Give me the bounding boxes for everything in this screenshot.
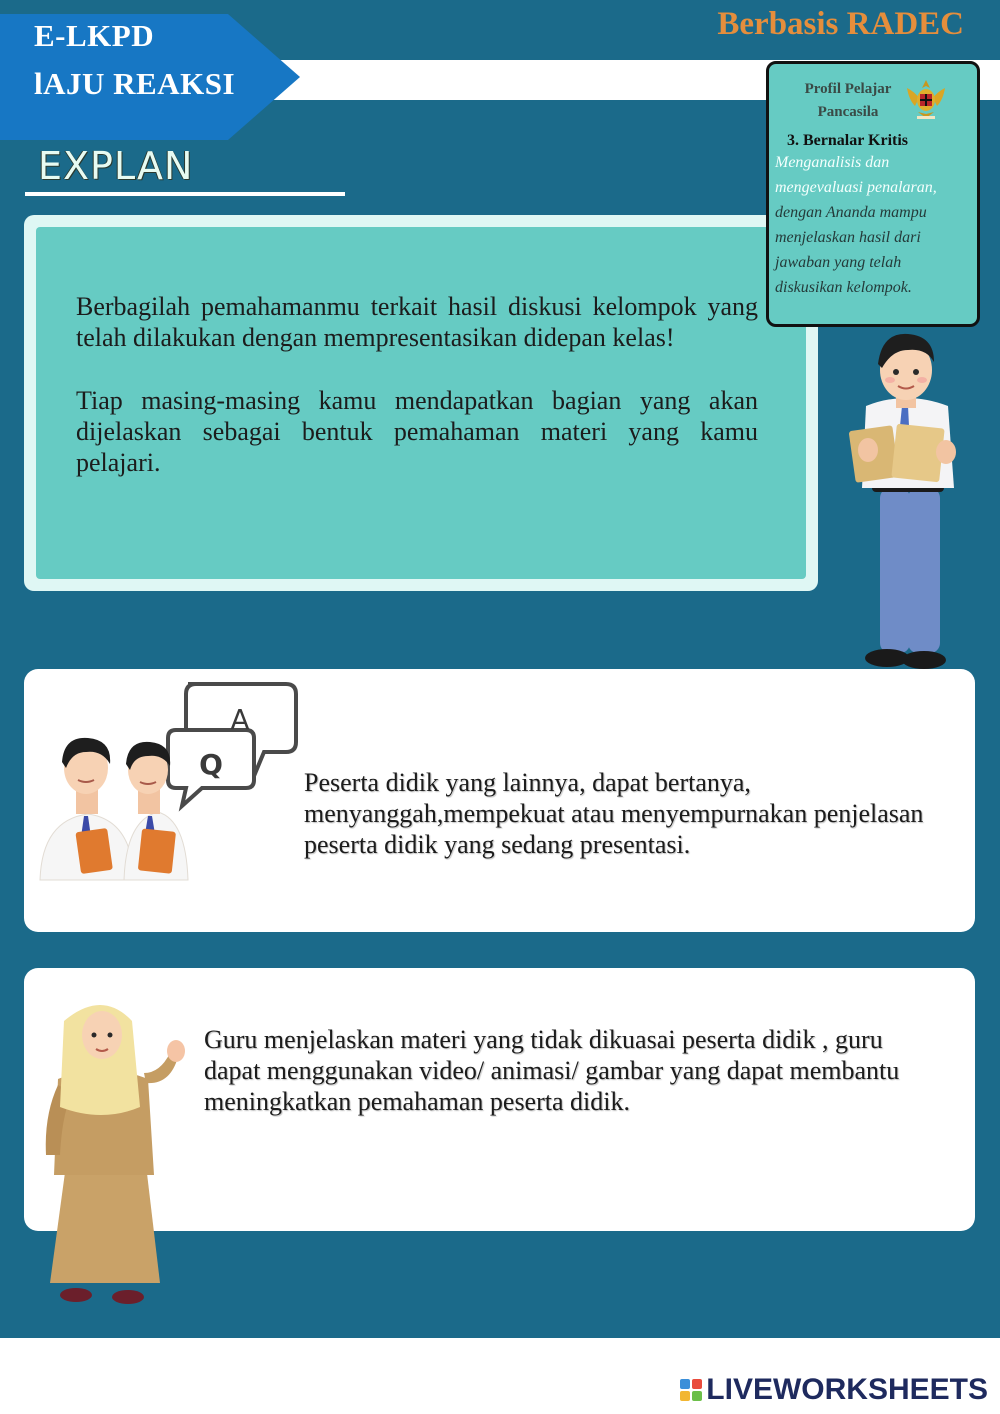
liveworksheets-logo bbox=[680, 1372, 988, 1408]
profil-title-line1: Profil Pelajar bbox=[804, 81, 892, 97]
instruction-paragraph-2: Tiap masing-masing kamu mendapatkan bagian yang akan dijelaskan sebagai bentuk pemahaman materi yang kamu pelajari. bbox=[76, 386, 758, 477]
profil-subtitle: 3. Bernalar Kritis bbox=[787, 132, 909, 149]
liveworksheets-logo-icon bbox=[680, 1379, 702, 1401]
answer-letter: A bbox=[230, 703, 250, 736]
students-qa-illustration bbox=[36, 680, 306, 885]
teacher-text: Guru menjelaskan materi yang tidak dikuasai peserta didik , guru dapat menggunakan video/ animasi/ gambar yang dapat membantu meningkatkan pemahaman peserta didik. bbox=[204, 1025, 900, 1116]
logo-tile-l bbox=[680, 1379, 690, 1389]
profil-description bbox=[775, 150, 971, 300]
profil-pelajar-box bbox=[766, 61, 980, 327]
logo-tile-i bbox=[692, 1379, 702, 1389]
profil-description-highlight: Menganalisis dan mengevaluasi penalaran, bbox=[775, 154, 937, 196]
header-title-line1: E-LKPD bbox=[34, 18, 155, 53]
title-underline bbox=[25, 192, 345, 196]
liveworksheets-brand: LIVEWORKSHEETS bbox=[706, 1373, 988, 1406]
header-title-line2: lAJU REAKSI bbox=[34, 66, 236, 101]
section-title: EXPLAN bbox=[38, 144, 194, 188]
header-tagline: Berbasis RADEC bbox=[717, 6, 964, 42]
instruction-card-inner bbox=[36, 227, 806, 579]
instruction-paragraph-1: Berbagilah pemahamanmu terkait hasil diskusi kelompok yang telah dilakukan dengan mempresentasikan didepan kelas! bbox=[76, 292, 758, 352]
student-reading-illustration bbox=[842, 328, 972, 670]
instruction-text bbox=[76, 291, 758, 510]
logo-tile-e bbox=[692, 1391, 702, 1401]
profil-title-line2: Pancasila bbox=[817, 104, 879, 120]
profil-description-rest: dengan Ananda mampu menjelaskan hasil dari jawaban yang telah diskusikan kelompok. bbox=[775, 204, 927, 296]
logo-tile-v bbox=[680, 1391, 690, 1401]
garuda-emblem-icon bbox=[903, 76, 949, 122]
teacher-illustration bbox=[36, 995, 196, 1315]
discussion-text: Peserta didik yang lainnya, dapat bertanya, menyanggah,mempekuat atau menyempurnakan penjelasan peserta didik yang sedang presentasi. bbox=[304, 768, 924, 859]
profil-title bbox=[793, 78, 903, 124]
instruction-card bbox=[24, 215, 818, 591]
question-letter: Q bbox=[199, 748, 223, 781]
